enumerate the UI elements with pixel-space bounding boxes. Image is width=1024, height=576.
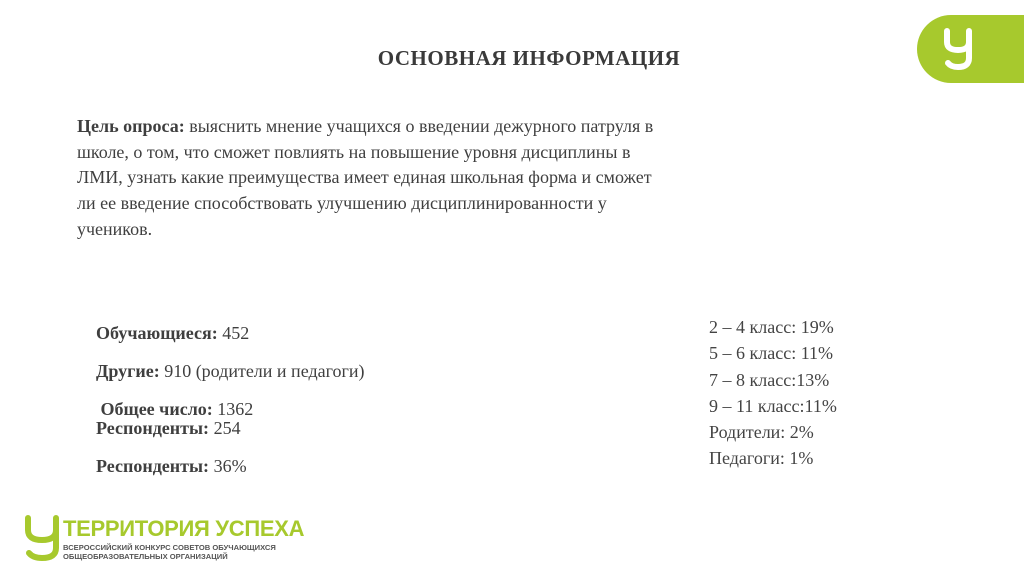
stat-respondents-percent bbox=[96, 455, 247, 477]
grade-item: Педагоги: 1% bbox=[709, 448, 814, 469]
brand-subtitle-line: ОБЩЕОБРАЗОВАТЕЛЬНЫХ ОРГАНИЗАЦИЙ bbox=[63, 552, 228, 561]
grade-item: 7 – 8 класс:13% bbox=[709, 369, 830, 390]
stat-label: Респонденты: bbox=[96, 418, 210, 438]
brand-logo bbox=[22, 514, 322, 564]
brand-subtitle-line: ВСЕРОССИЙСКИЙ КОНКУРС СОВЕТОВ ОБУЧАЮЩИХСЯ bbox=[63, 543, 276, 552]
stat-students bbox=[96, 322, 249, 344]
stat-value: 1362 bbox=[212, 399, 254, 419]
stat-label: Обучающиеся: bbox=[96, 323, 218, 343]
stat-value: 452 bbox=[217, 323, 250, 343]
stat-label: Другие: bbox=[96, 361, 160, 381]
goal-label: Цель опроса: bbox=[77, 116, 185, 136]
stat-label: Респонденты: bbox=[96, 456, 210, 476]
grade-item: 5 – 6 класс: 11% bbox=[709, 343, 834, 364]
grade-item: 2 – 4 класс: 19% bbox=[709, 317, 834, 337]
corner-logo bbox=[917, 15, 1024, 83]
brand-subtitle bbox=[63, 543, 276, 561]
u-letter-icon bbox=[941, 28, 975, 70]
brand-name: ТЕРРИТОРИЯ УСПЕХА bbox=[63, 516, 305, 541]
goal-description: выяснить мнение учащихся о введении дежурного патруля в школе, о том, что сможет повлиять на повышение уровня дисциплины в ЛМИ, узнать какие преимущества имеет единая школьная форма и сможет ли ее введение способствовать улучшению дисциплинированности у учеников. bbox=[77, 116, 654, 239]
stat-value: 36% bbox=[209, 456, 247, 476]
page-title: ОСНОВНАЯ ИНФОРМАЦИЯ bbox=[377, 46, 681, 70]
stat-value: 910 (родители и педагоги) bbox=[159, 361, 365, 381]
stat-value: 254 bbox=[209, 418, 241, 438]
stat-others bbox=[96, 360, 365, 382]
grade-breakdown-list bbox=[709, 314, 837, 472]
grade-item: Родители: 2% bbox=[709, 422, 814, 443]
grade-item: 9 – 11 класс:11% bbox=[709, 395, 837, 416]
stat-label: Общее число: bbox=[96, 399, 213, 419]
stat-respondents-count bbox=[96, 417, 241, 439]
survey-goal-text bbox=[77, 114, 657, 243]
brand-u-icon bbox=[22, 514, 62, 562]
